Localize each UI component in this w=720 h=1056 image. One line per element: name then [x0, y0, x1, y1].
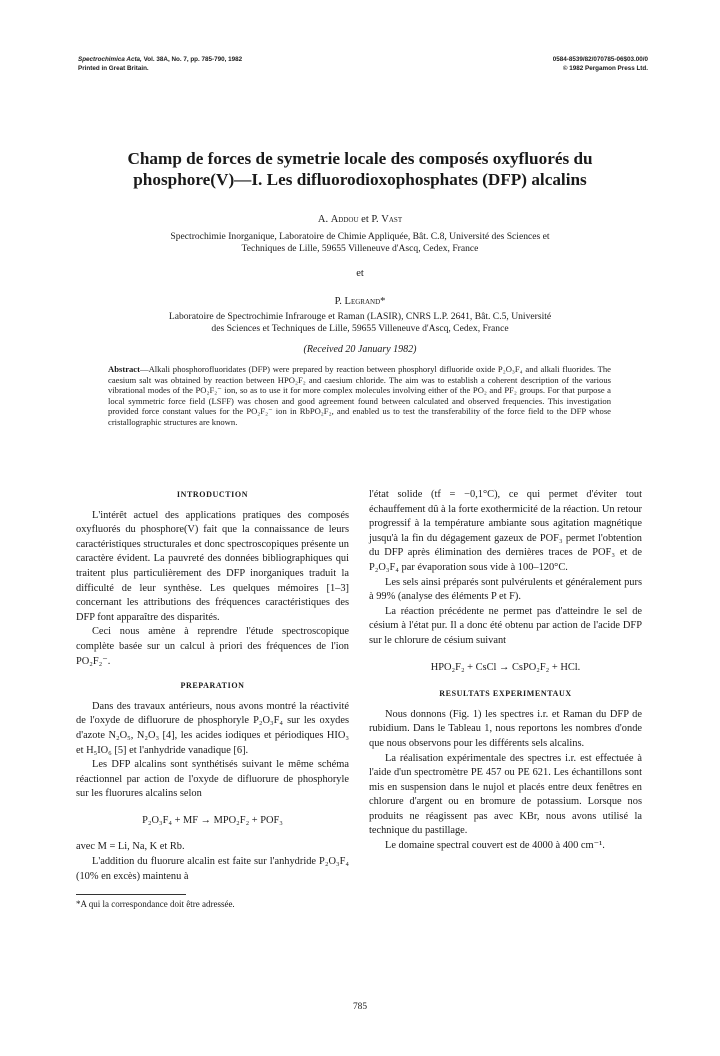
right-paragraph-2: Les sels ainsi préparés sont pulvérulents et généralement purs à 99% (analyse des éléments P et F). — [369, 576, 642, 603]
prep-paragraph-2: Les DFP alcalins sont synthétisés suivant le même schéma réactionnel par action de l'oxyde de difluorure de phosphoryle sur les fluorures alcalins selon — [76, 759, 349, 800]
affiliation-2-line-1: Laboratoire de Spectrochimie Infrarouge et Raman (LASIR), CNRS L.P. 2641, Bât. C.5, Université — [168, 311, 552, 322]
results-paragraph-3: Le domaine spectral couvert est de 4000 à 400 cm⁻¹. — [385, 840, 605, 852]
results-heading: RESULTATS EXPERIMENTAUX — [439, 689, 572, 699]
author-1-initial: A. — [317, 214, 331, 225]
running-header-right — [553, 56, 648, 73]
intro-paragraph-1: L'intérêt actuel des applications pratiques des composés oxyfluorés du phosphore(V) fait que la connaissance de leurs caractéristiques structurales et donc spectroscopiques présente un caractère évident. La pauvreté des données bibliographiques qui traitent plus particulièrement des DFP inorganiques traduit la difficulté de leur synthèse. Les quelques mémoires [1–3] concernant les attributions des fréquences caractéristiques des DFP font apparaître des disparités. — [76, 509, 349, 623]
abstract-text: —Alkali phosphorofluoridates (DFP) were prepared by reaction between phosphoryl difluoride oxide P₂O₃F₄ and alkali fluorides. The caesium salt was obtained by reaction between HPO₂F₂ and caesium chloride. The aim was to establish a coherent description of the various vibrational modes of the PO₂F₂⁻ ion, so as to use it for more complex molecules involving either of the PO₂ and PF₂ groups. For that purpose a local symmetric force field (LSFF) was chosen and good agreement found between calculated and observed frequencies. This investigation provided force constant values for the PO₂F₂⁻ ion in RbPO₂F₂, and enabled us to test the transferability of the force field to the DFP whose cristallographic structures are known. — [108, 364, 611, 427]
title-line-1: Champ de forces de symetrie locale des composés oxyfluorés du — [127, 149, 593, 168]
left-column — [76, 488, 349, 910]
author-1-name: Addou — [330, 214, 359, 225]
article-code: 0584-8539/82/070785-06$03.00/0 — [552, 56, 648, 63]
citation-line — [78, 56, 242, 65]
author-2-initial: P. — [371, 214, 382, 225]
author-list-1 — [60, 214, 660, 225]
introduction-heading: INTRODUCTION — [176, 490, 249, 499]
author-conjunction: et — [358, 214, 372, 225]
results-paragraph-1: Nous donnons (Fig. 1) les spectres i.r. et Raman du DFP de rubidium. Dans le Tableau 1, nous reportons les nombres d'onde que nous observons pour les différents sels alcalins. — [369, 708, 642, 749]
equation-2: HPO₂F₂ + CsCl → CsPO₂F₂ + HCl. — [430, 661, 581, 673]
page-number: 785 — [352, 1002, 368, 1012]
copyright-line: © 1982 Pergamon Press Ltd. — [562, 64, 648, 72]
author-3-initial: P. — [334, 296, 345, 307]
title-line-2: phosphore(V)—I. Les difluorodioxophosphates (DFP) alcalins — [133, 170, 587, 189]
footnote-rule — [76, 894, 186, 895]
prep-paragraph-1: Dans des travaux antérieurs, nous avons montré la réactivité de l'oxyde de difluorure de phosphoryle P₂O₃F₄ sur les oxydes d'azote N₂O₅, N₂O₃ [4], les acides iodiques et périodiques HIO₃ et H₅IO₆ [5] et l'anhydride vanadique [6]. — [76, 700, 349, 756]
equation-1: P₂O₃F₄ + MF → MPO₂F₂ + POF₃ — [142, 814, 283, 826]
author-2-name: Vast — [381, 214, 403, 225]
affiliation-2-line-2: des Sciences et Techniques de Lille, 59655 Villeneuve d'Ascq, Cedex, France — [211, 323, 509, 334]
author-list-2 — [60, 296, 660, 307]
preparation-heading: PREPARATION — [180, 681, 245, 691]
abstract-label: Abstract — [108, 364, 140, 374]
affiliation-1-line-2: Techniques de Lille, 59655 Villeneuve d'Ascq, Cedex, France — [241, 243, 479, 254]
affiliation-1 — [60, 231, 660, 255]
right-paragraph-3: La réaction précédente ne permet pas d'atteindre le sel de césium à l'état pur. Il a donc été obtenu par action de l'acide DFP sur le chlorure de césium suivant — [369, 605, 642, 646]
running-header-left — [78, 56, 242, 73]
author-3-name: Legrand — [344, 296, 381, 307]
right-column — [369, 488, 642, 854]
affiliation-2 — [60, 311, 660, 335]
intro-paragraph-2: Ceci nous amène à reprendre l'étude spectroscopique complète basée sur un calcul à priori des fréquences de l'ion PO₂F₂⁻. — [76, 626, 349, 667]
journal-citation: Vol. 38A, No. 7, pp. 785-790, 1982 — [143, 56, 243, 63]
right-paragraph-1: l'état solide (tf = −0,1°C), ce qui permet d'éviter tout échauffement dû à la forte exothermicité de la réaction. Un retour progressif à la température ambiante sous agitation magnétique jusqu'à la fin du dégagement gazeux de POF₃ permet l'obtention du DFP après élimination des dernières traces de POF₃ et de P₂O₃F₄ par évaporation sous vide à 100–120°C. — [369, 489, 642, 573]
prep-paragraph-3: avec M = Li, Na, K et Rb. — [76, 841, 185, 853]
results-paragraph-2: La réalisation expérimentale des spectres i.r. est effectuée à l'aide d'un spectromètre PE 457 ou PE 621. Les échantillons sont mis en suspension dans le nujol et placés entre deux fenêtres en chlorure d'argent ou en bromure de potassium. Lorsque nos produits ne réagissent pas avec KBr, nous avons utilisé la technique du pastillage. — [369, 752, 642, 837]
et-separator: et — [356, 268, 364, 279]
printed-line: Printed in Great Britain. — [78, 64, 149, 72]
footnote: *A qui la correspondance doit être adressée. — [76, 899, 235, 910]
article-title — [60, 148, 660, 190]
received-date: (Received 20 January 1982) — [303, 344, 417, 355]
affiliation-1-line-1: Spectrochimie Inorganique, Laboratoire de Chimie Appliquée, Bât. C.8, Université des Sciences et — [170, 231, 550, 242]
abstract — [108, 364, 611, 428]
prep-paragraph-4: L'addition du fluorure alcalin est faite sur l'anhydride P₂O₃F₄ (10% en excès) maintenu à — [76, 856, 349, 882]
footnote-marker: * — [380, 296, 386, 307]
journal-name: Spectrochimica Acta, — [78, 56, 142, 63]
